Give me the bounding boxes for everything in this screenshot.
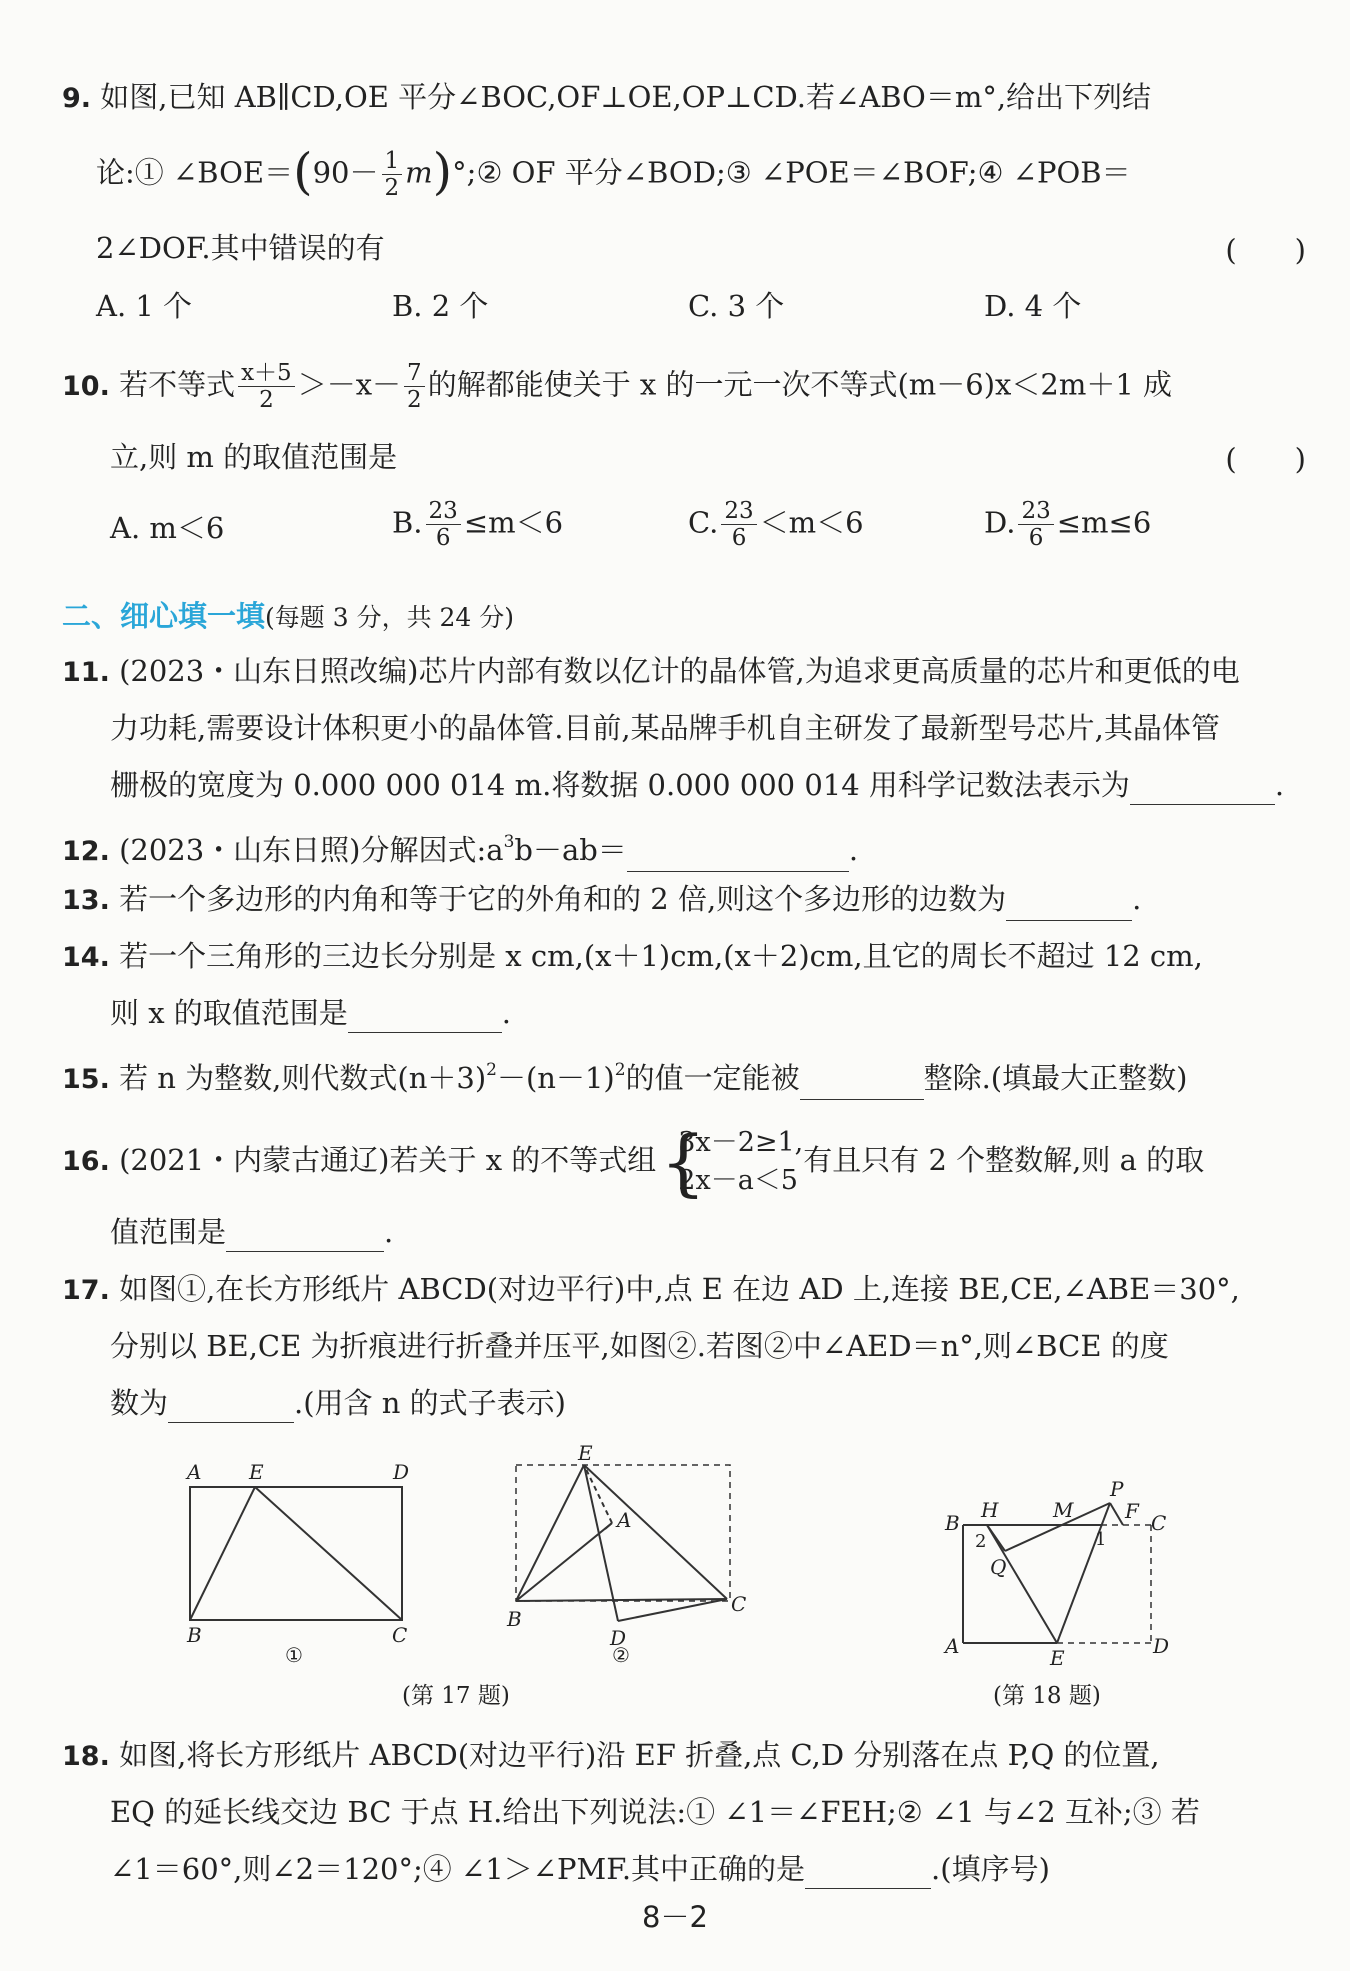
frac-num: 23 (1018, 498, 1053, 525)
q11-number: 11. (62, 657, 110, 688)
q14-end: . (501, 996, 512, 1030)
q11-text-2: 力功耗,需要设计体积更小的晶体管.目前,某品牌手机自主研发了最新型号芯片,其晶体管 (110, 711, 1220, 745)
q9-number: 9. (62, 83, 92, 114)
q11-line1 (62, 651, 1240, 693)
q16-text-2: 值范围是 (110, 1215, 227, 1249)
q17-text-3b: .(用含 n 的式子表示) (294, 1386, 566, 1420)
q9-text-2c: m (405, 155, 433, 190)
q15-text-b: －(n－1) (496, 1061, 615, 1095)
fig18-label-a: A (945, 1634, 960, 1658)
q18-line2 (110, 1792, 1200, 1832)
q16-line2 (110, 1212, 393, 1252)
fig2-label-b: B (507, 1607, 522, 1631)
q17-text-3a: 数为 (110, 1386, 169, 1420)
option-label: D. (984, 505, 1016, 540)
option-rest: ≤m＜6 (463, 505, 564, 540)
q14-line2 (110, 993, 511, 1033)
q17-answer-blank[interactable] (168, 1392, 294, 1423)
fig1-label-d: D (393, 1460, 410, 1484)
q10-option-d[interactable] (984, 498, 1151, 551)
fig2-label-d: D (610, 1626, 627, 1650)
fig18-label-q: Q (990, 1555, 1007, 1579)
section-title: 二、细心填一填 (62, 599, 266, 633)
q16-row-1: 3x－2≥1, (678, 1127, 804, 1158)
q14-line1 (62, 936, 1203, 978)
q9-line1 (62, 77, 1151, 119)
fig18-label-p: P (1110, 1477, 1124, 1501)
fig18-label-b: B (945, 1511, 960, 1535)
q9-answer-paren[interactable]: ( ) (1225, 233, 1306, 267)
q14-number: 14. (62, 942, 110, 973)
q9-text-2b: 90－ (312, 155, 379, 190)
q18-number: 18. (62, 1741, 110, 1772)
q11-text-1: (2023・山东日照改编)芯片内部有数以亿计的晶体管,为追求更高质量的芯片和更低的电 (119, 654, 1240, 688)
fig2-label-e: E (578, 1445, 593, 1465)
q13-line (62, 879, 1141, 921)
q10-fraction-2 (404, 360, 425, 413)
frac-num: 7 (404, 360, 425, 387)
fig18-label-d: D (1153, 1634, 1170, 1658)
q12-text-a: (2023・山东日照)分解因式:a (119, 833, 504, 867)
q9-option-d[interactable]: D. 4 个 (984, 289, 1082, 323)
q9-line3 (96, 228, 385, 268)
fig1-label-c: C (392, 1623, 408, 1647)
q11-end: . (1274, 768, 1285, 802)
q16-answer-blank[interactable] (226, 1221, 384, 1252)
q12-end: . (848, 833, 859, 867)
frac-num: 1 (382, 148, 403, 175)
q9-fraction (382, 148, 403, 201)
q18-text-3a: ∠1＝60°,则∠2＝120°;④ ∠1＞∠PMF.其中正确的是 (110, 1852, 806, 1886)
q10-text-1b: ＞－x－ (297, 367, 402, 402)
q12-answer-blank[interactable] (627, 841, 849, 872)
frac-den: 6 (1028, 525, 1044, 551)
q17-text-2: 分别以 BE,CE 为折痕进行折叠并压平,如图②.若图②中∠AED＝n°,则∠BCE 的度 (110, 1329, 1169, 1363)
q14-text-2: 则 x 的取值范围是 (110, 996, 348, 1030)
q18-text-3b: .(填序号) (931, 1852, 1050, 1886)
q10-text-1a: 若不等式 (119, 367, 236, 402)
q10-number: 10. (62, 370, 110, 402)
q18-figure-caption: (第 18 题) (993, 1683, 1101, 1709)
q15-text-a: 若 n 为整数,则代数式(n＋3) (119, 1061, 487, 1095)
frac-den: 2 (384, 175, 400, 201)
q17-line1 (62, 1269, 1240, 1311)
q9-text-3: 2∠DOF.其中错误的有 (96, 231, 385, 265)
q11-line3 (110, 765, 1284, 805)
q13-answer-blank[interactable] (1006, 890, 1132, 921)
section-2-heading (62, 594, 514, 635)
q10-option-b[interactable] (392, 498, 563, 551)
figures-area (0, 1445, 1350, 1725)
option-fraction (721, 498, 756, 551)
q12-line (62, 822, 858, 872)
frac-den: 6 (731, 525, 747, 551)
q10-option-a[interactable] (110, 506, 224, 547)
q10-fraction-1 (238, 360, 295, 413)
frac-num: 23 (426, 498, 461, 525)
q17-figure-1 (190, 1487, 402, 1620)
option-label: B. (392, 505, 423, 540)
q15-line (62, 1050, 1187, 1100)
option-label: A. m＜6 (110, 511, 225, 545)
q16-end: . (384, 1215, 394, 1249)
option-fraction (1018, 498, 1053, 551)
fig18-label-2: 2 (975, 1531, 987, 1552)
q12-text-b: b－ab＝ (514, 833, 627, 867)
q17-text-1: 如图①,在长方形纸片 ABCD(对边平行)中,点 E 在边 AD 上,连接 BE,CE,∠ABE＝30°, (119, 1272, 1240, 1306)
q9-text-2a: 论:① ∠BOE＝ (96, 155, 294, 190)
option-rest: ＜m＜6 (759, 505, 864, 540)
q16-text-a: (2021・内蒙古通辽)若关于 x 的不等式组 (119, 1143, 657, 1177)
q10-answer-paren[interactable]: ( ) (1225, 442, 1306, 476)
fig1-label-e: E (249, 1460, 264, 1484)
q18-line1 (62, 1735, 1160, 1777)
section-note: (每题 3 分，共 24 分) (265, 603, 515, 632)
q13-text: 若一个多边形的内角和等于它的外角和的 2 倍,则这个多边形的边数为 (119, 882, 1007, 916)
fig18-label-m: M (1053, 1498, 1074, 1522)
q17-line3 (110, 1383, 566, 1423)
q10-line2 (110, 437, 397, 477)
q13-end: . (1132, 882, 1142, 916)
q11-answer-blank[interactable] (1130, 774, 1275, 805)
fig1-label-a: A (187, 1460, 202, 1484)
frac-num: x＋5 (238, 360, 295, 387)
fig2-caption: ② (612, 1643, 630, 1667)
q17-number: 17. (62, 1275, 110, 1306)
q12-sup: 3 (503, 832, 515, 852)
q15-answer-blank[interactable] (800, 1069, 924, 1100)
fig18-label-1: 1 (1095, 1529, 1107, 1550)
q16-number: 16. (62, 1146, 110, 1177)
frac-num: 23 (721, 498, 756, 525)
q17-figure-2 (516, 1465, 730, 1621)
fig18-label-h: H (981, 1498, 999, 1522)
option-fraction (426, 498, 461, 551)
q9-line2 (96, 142, 1131, 201)
frac-den: 6 (435, 525, 451, 551)
q14-answer-blank[interactable] (348, 1002, 502, 1033)
q9-option-a[interactable]: A. 1 个 (96, 289, 193, 323)
q9-option-c[interactable]: C. 3 个 (688, 289, 785, 323)
page-number: 8－2 (642, 1900, 708, 1934)
frac-den: 2 (407, 387, 422, 413)
q10-text-1c: 的解都能使关于 x 的一元一次不等式(m－6)x＜2m＋1 成 (427, 367, 1173, 402)
option-label: C. (688, 505, 719, 540)
option-rest: ≤m≤6 (1056, 505, 1152, 540)
q9-text-1: 如图,已知 AB∥CD,OE 平分∠BOC,OF⊥OE,OP⊥CD.若∠ABO＝m°,给出下列结 (100, 80, 1152, 114)
q9-text-2d: °;② OF 平分∠BOD;③ ∠POE＝∠BOF;④ ∠POB＝ (452, 155, 1131, 190)
q18-text-1: 如图,将长方形纸片 ABCD(对边平行)沿 EF 折叠,点 C,D 分别落在点 P,Q 的位置, (119, 1738, 1160, 1772)
q17-figure-caption: (第 17 题) (402, 1683, 510, 1709)
q11-text-3: 栅极的宽度为 0.000 000 014 m.将数据 0.000 000 014 用科学记数法表示为 (110, 768, 1130, 802)
fig1-caption: ① (285, 1643, 303, 1667)
paren-right: ) (432, 142, 453, 201)
q15-sup-2: 2 (614, 1060, 626, 1080)
fig18-label-c: C (1151, 1511, 1167, 1535)
q16-row-2: 2x－a＜5 (678, 1165, 798, 1196)
fig2-label-c: C (731, 1592, 747, 1616)
q11-line2 (110, 708, 1220, 748)
q16-text-b: 有且只有 2 个整数解,则 a 的取 (803, 1143, 1205, 1177)
q16-line1 (62, 1120, 1205, 1204)
q15-text-c: 的值一定能被 (625, 1061, 800, 1095)
q18-line3 (110, 1849, 1050, 1889)
q16-system-brace (660, 1120, 804, 1204)
fig18-label-f: F (1125, 1499, 1139, 1523)
q18-answer-blank[interactable] (805, 1858, 931, 1889)
q14-text-1: 若一个三角形的三边长分别是 x cm,(x＋1)cm,(x＋2)cm,且它的周长不超过 12 cm, (119, 939, 1203, 973)
q10-option-c[interactable] (688, 498, 864, 551)
q10-line1 (62, 360, 1172, 413)
q15-sup-1: 2 (486, 1060, 497, 1080)
q9-option-b[interactable]: B. 2 个 (392, 289, 489, 323)
q15-number: 15. (62, 1064, 110, 1095)
fig18-label-e: E (1050, 1646, 1065, 1670)
q10-text-2: 立,则 m 的取值范围是 (110, 440, 398, 474)
q18-text-2: EQ 的延长线交边 BC 于点 H.给出下列说法:① ∠1＝∠FEH;② ∠1 与∠2 互补;③ 若 (110, 1795, 1200, 1829)
fig2-label-a: A (617, 1508, 632, 1532)
paren-left: ( (293, 142, 313, 201)
q15-text-d: 整除.(填最大正整数) (923, 1061, 1188, 1095)
q17-line2 (110, 1326, 1169, 1366)
fig1-label-b: B (187, 1623, 202, 1647)
q13-number: 13. (62, 885, 110, 916)
q12-number: 12. (62, 836, 110, 867)
brace-glyph: { (660, 1120, 707, 1204)
frac-den: 2 (259, 387, 274, 413)
